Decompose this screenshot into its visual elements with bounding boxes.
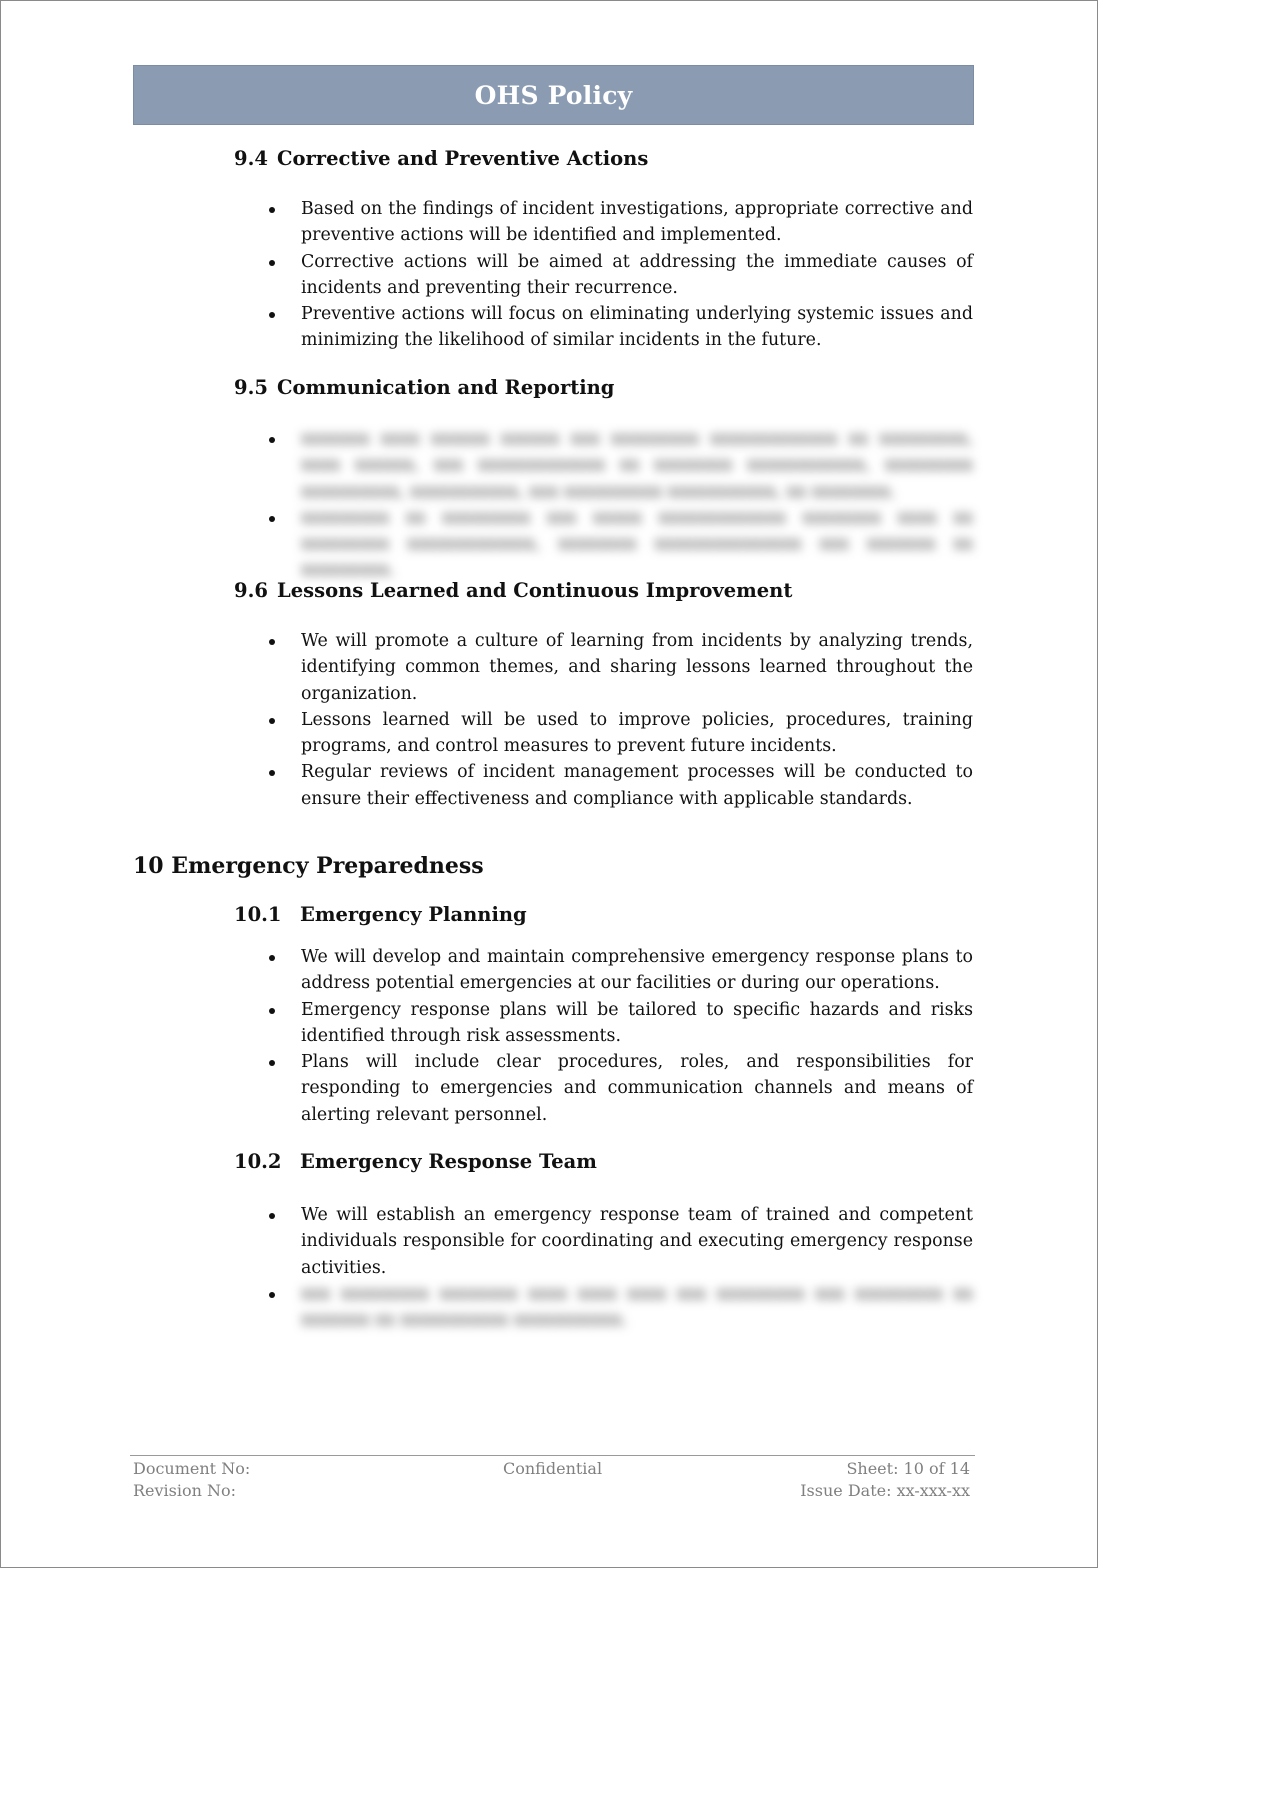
section-heading-9-6: [234, 579, 792, 602]
list-item: [262, 997, 973, 1050]
list-item: [262, 426, 973, 505]
list-item: [262, 505, 973, 584]
list-item-text: Regular reviews of incident management processes will be conducted to ensure their effectiveness and compliance with applicable standards.: [301, 762, 973, 809]
bullet-icon: [269, 718, 275, 724]
list-item: [262, 196, 973, 249]
list-item: [262, 1281, 973, 1334]
list-item-text: We will promote a culture of learning from incidents by analyzing trends, identifying common themes, and sharing lessons learned throughout the organization.: [301, 631, 973, 704]
footer-issue-date: Issue Date: xx-xxx-xx: [800, 1481, 970, 1500]
section-title: Lessons Learned and Continuous Improvement: [277, 579, 793, 602]
bullet-icon: [269, 312, 275, 318]
bullet-list-9-6: [262, 628, 973, 812]
bullet-list-9-5-redacted: [262, 426, 973, 584]
section-heading-10-1: [234, 903, 527, 926]
section-heading-10: [133, 853, 484, 879]
list-item-text: Lessons learned will be used to improve policies, procedures, training programs, and control measures to prevent future incidents.: [301, 709, 973, 757]
bullet-icon: [269, 1213, 275, 1219]
list-item: [262, 628, 973, 707]
list-item: [262, 759, 973, 812]
redacted-text: xxx xxxxxxxxx xxxxxxxx xxxx xxxx xxxx xxx xxxxxxxxx xxx xxxxxxxxx xx xxxxxxx xx xxxxxxxxxxx xxxxxxxxxxx.: [301, 1283, 973, 1331]
document-title: OHS Policy: [474, 80, 633, 110]
section-number: 10.2: [234, 1150, 282, 1173]
section-heading-9-5: [234, 376, 614, 399]
list-item-text: Based on the findings of incident investigations, appropriate corrective and preventive actions will be identified and implemented.: [301, 199, 973, 246]
list-item-text: We will establish an emergency response team of trained and competent individuals responsible for coordinating and executing emergency response activities.: [301, 1205, 973, 1278]
list-item: [262, 301, 973, 354]
footer-sheet: Sheet: 10 of 14: [846, 1459, 970, 1478]
bullet-icon: [269, 207, 275, 213]
footer-confidential: Confidential: [503, 1459, 603, 1478]
section-title: Emergency Planning: [300, 903, 527, 926]
section-heading-10-2: [234, 1150, 597, 1173]
bullet-icon: [269, 437, 275, 443]
bullet-list-10-1: [262, 944, 973, 1128]
bullet-icon: [269, 260, 275, 266]
bullet-icon: [269, 639, 275, 645]
bullet-list-10-2: [262, 1202, 973, 1333]
section-number: 10.1: [234, 903, 282, 926]
bullet-list-9-4: [262, 196, 973, 354]
list-item: [262, 1049, 973, 1128]
section-title: Emergency Preparedness: [171, 853, 484, 879]
section-title: Emergency Response Team: [300, 1150, 597, 1173]
section-number: 10: [133, 853, 164, 879]
footer-divider: [130, 1455, 975, 1456]
bullet-icon: [269, 1008, 275, 1014]
list-item: [262, 707, 973, 760]
bullet-icon: [269, 955, 275, 961]
redacted-text: xxxxxxx xxxx xxxxxx xxxxxx xxx xxxxxxxxx xxxxxxxxxxxxx xx xxxxxxxxx, xxxx xxxxxx, xxx xxxxxxxxxxxxx xx xxxxxxxx xxxxxxxxxxxx, xxxxxxxxx xxxxxxxxxx, xxxxxxxxxxx, xxx xxxxxxxxxx xxxxxxxxxxx, xx xxxxxxxx.: [301, 429, 973, 502]
footer-revision-no: Revision No:: [133, 1481, 237, 1500]
bullet-icon: [269, 770, 275, 776]
section-title: Communication and Reporting: [277, 376, 615, 399]
document-title-bar: [133, 65, 974, 125]
bullet-icon: [269, 1292, 275, 1298]
list-item: [262, 1202, 973, 1281]
list-item: [262, 249, 973, 302]
list-item-text: Preventive actions will focus on eliminating underlying systemic issues and minimizing the likelihood of similar incidents in the future.: [301, 304, 973, 351]
footer-document-no: Document No:: [133, 1459, 251, 1478]
section-title: Corrective and Preventive Actions: [277, 147, 649, 170]
list-item-text: Corrective actions will be aimed at addressing the immediate causes of incidents and preventing their recurrence.: [301, 251, 973, 298]
bullet-icon: [269, 516, 275, 522]
list-item-text: Emergency response plans will be tailored to specific hazards and risks identified through risk assessments.: [301, 999, 973, 1046]
section-number: 9.5: [234, 376, 268, 399]
bullet-icon: [269, 1060, 275, 1066]
redacted-text: xxxxxxxxx xx xxxxxxxxx xxx xxxxx xxxxxxxxxxxxx xxxxxxxx xxxx xx xxxxxxxxx xxxxxxxxxxxxx, xxxxxxxx xxxxxxxxxxxxxxx xxx xxxxxxx xx xxxxxxxxx.: [301, 507, 973, 581]
list-item: [262, 944, 973, 997]
list-item-text: Plans will include clear procedures, roles, and responsibilities for responding to emergencies and communication channels and means of alerting relevant personnel.: [301, 1052, 973, 1125]
section-number: 9.4: [234, 147, 268, 170]
list-item-text: We will develop and maintain comprehensive emergency response plans to address potential emergencies at our facilities or during our operations.: [301, 947, 973, 994]
section-heading-9-4: [234, 147, 648, 170]
section-number: 9.6: [234, 579, 268, 602]
